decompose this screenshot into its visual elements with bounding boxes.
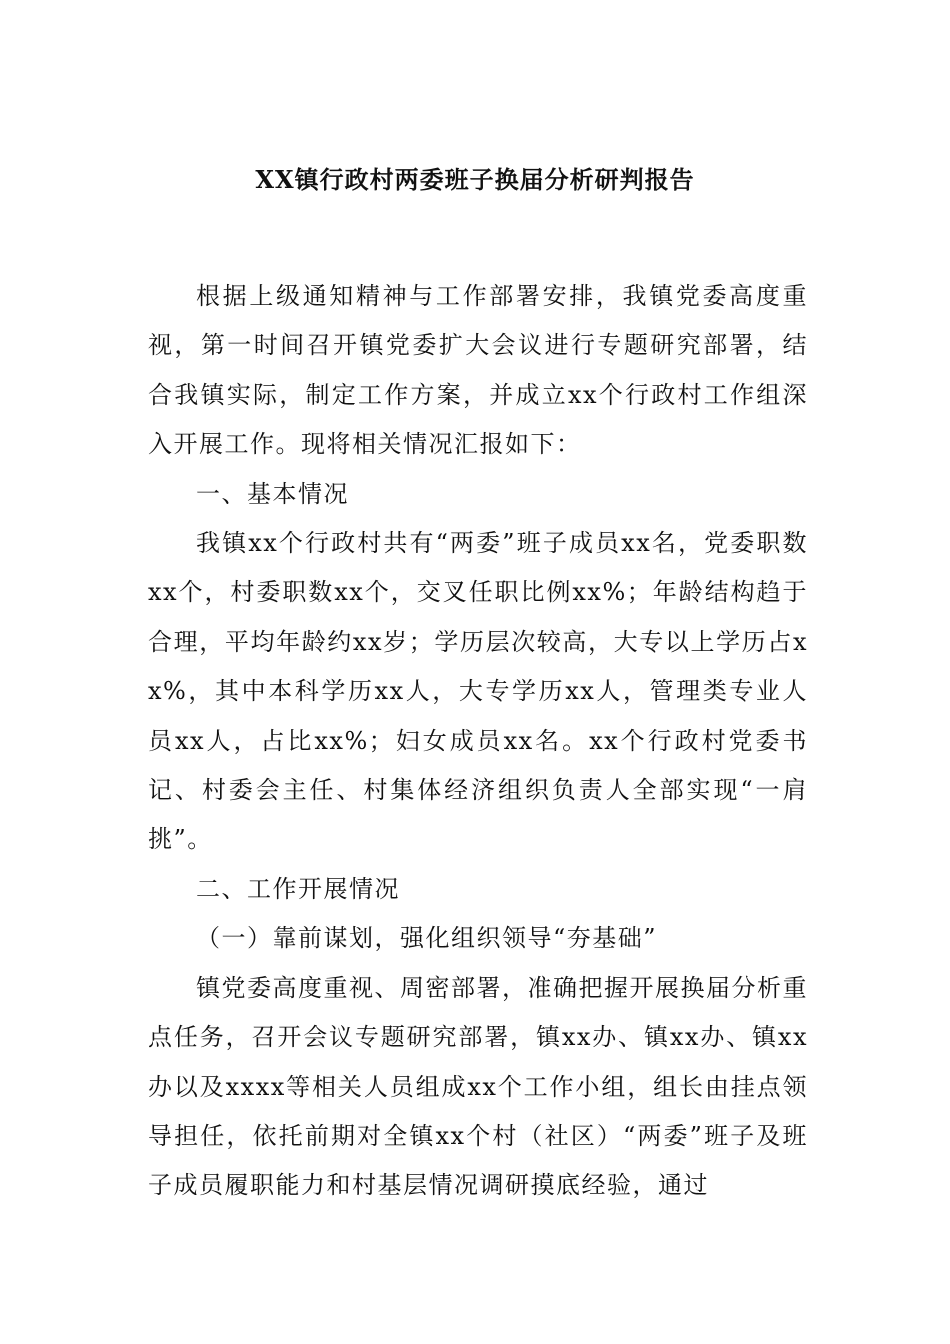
basic-situation-paragraph: 我镇xx个行政村共有“两委”班子成员xx名，党委职数xx个，村委职数xx个，交叉任职比例xx%；年龄结构趋于合理，平均年龄约xx岁；学历层次较高，大专以上学历占xx%，其中本科学历xx人，大专学历xx人，管理类专业人员xx人，占比xx%；妇女成员xx名。xx个行政村党委书记、村委会主任、村集体经济组织负责人全部实现“一肩挑”。 bbox=[148, 529, 808, 854]
intro-paragraph: 根据上级通知精神与工作部署安排，我镇党委高度重视，第一时间召开镇党委扩大会议进行专题研究部署，结合我镇实际，制定工作方案，并成立xx个行政村工作组深入开展工作。现将相关情况汇报如下： bbox=[148, 282, 808, 459]
document-body bbox=[148, 272, 808, 1211]
section-heading-work-progress: 二、工作开展情况 bbox=[196, 874, 400, 903]
section-heading-basic-situation: 一、基本情况 bbox=[196, 479, 349, 508]
subsection-heading-organization: （一）靠前谋划，强化组织领导“夯基础” bbox=[196, 924, 658, 953]
organization-paragraph: 镇党委高度重视、周密部署，准确把握开展换届分析重点任务，召开会议专题研究部署，镇xx办、镇xx办、镇xx办以及xxxx等相关人员组成xx个工作小组，组长由挂点领导担任，依托前期对全镇xx个村（社区）“两委”班子及班子成员履职能力和村基层情况调研摸底经验，通过 bbox=[148, 973, 808, 1200]
document-title: XX镇行政村两委班子换届分析研判报告 bbox=[255, 165, 695, 194]
